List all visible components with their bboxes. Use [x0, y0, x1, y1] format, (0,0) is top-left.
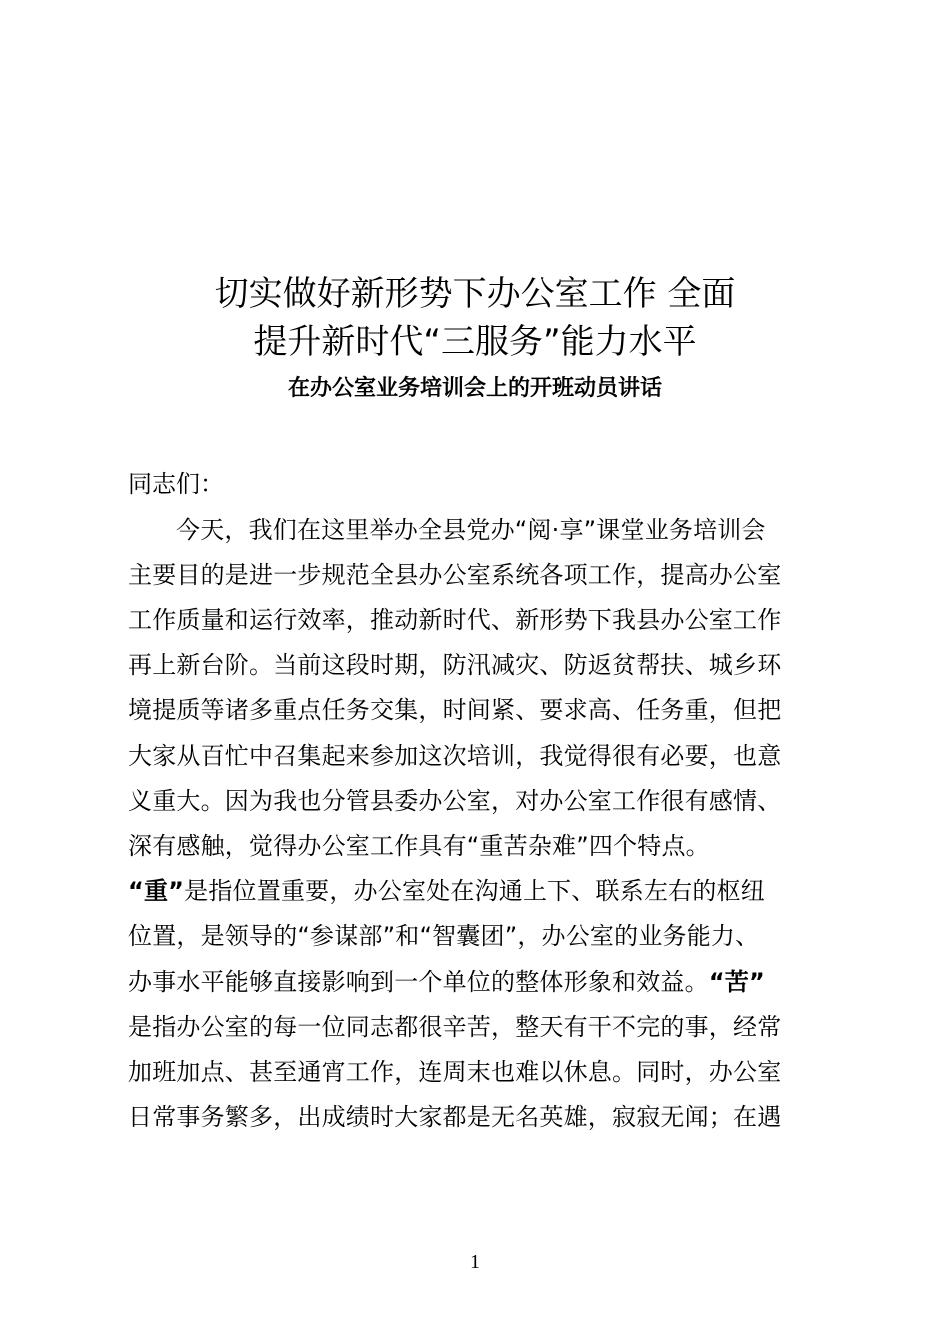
body-line-13: 加班加点、甚至通宵工作，连周末也难以休息。同时，办公室: [128, 1058, 782, 1086]
keyword-zhong: “重”: [128, 877, 185, 905]
page-number: 1: [470, 1251, 480, 1273]
body-line-10: 位置，是领导的“参谋部”和“智囊团”，办公室的业务能力、: [128, 922, 760, 950]
body-line-11-text: 办事水平能够直接影响到一个单位的整体形象和效益。: [128, 968, 709, 996]
document-subtitle: 在办公室业务培训会上的开班动员讲话: [287, 376, 662, 401]
body-line-1: 今天，我们在这里举办全县党办“阅·享”课堂业务培训会: [176, 516, 766, 544]
body-line-12: 是指办公室的每一位同志都很辛苦，整天有干不完的事，经常: [128, 1013, 782, 1041]
body-line-3: 工作质量和运行效率，推动新时代、新形势下我县办公室工作: [128, 606, 782, 634]
document-title-line-1: 切实做好新形势下办公室工作 全面: [214, 274, 736, 314]
body-line-9: [128, 869, 765, 913]
document-title-line-2: 提升新时代“三服务”能力水平: [253, 322, 697, 362]
body-line-8: 深有感触，觉得办公室工作具有“重苦杂难”四个特点。: [128, 832, 710, 860]
salutation: 同志们：: [128, 470, 224, 498]
body-line-2: 主要目的是进一步规范全县办公室系统各项工作，提高办公室: [128, 561, 782, 589]
body-line-5: 境提质等诸多重点任务交集，时间紧、要求高、任务重，但把: [128, 696, 782, 724]
body-line-9-text: 是指位置重要，办公室处在沟通上下、联系左右的枢纽: [184, 877, 765, 905]
keyword-ku: “苦”: [708, 968, 765, 996]
body-line-7: 义重大。因为我也分管县委办公室，对办公室工作很有感情、: [128, 787, 782, 815]
body-line-11: [128, 960, 765, 1004]
body-line-6: 大家从百忙中召集起来参加这次培训，我觉得很有必要，也意: [128, 742, 782, 770]
body-line-4: 再上新台阶。当前这段时期，防汛减灾、防返贫帮扶、城乡环: [128, 651, 782, 679]
body-line-14: 日常事务繁多，出成绩时大家都是无名英雄，寂寂无闻；在遇: [128, 1103, 782, 1131]
